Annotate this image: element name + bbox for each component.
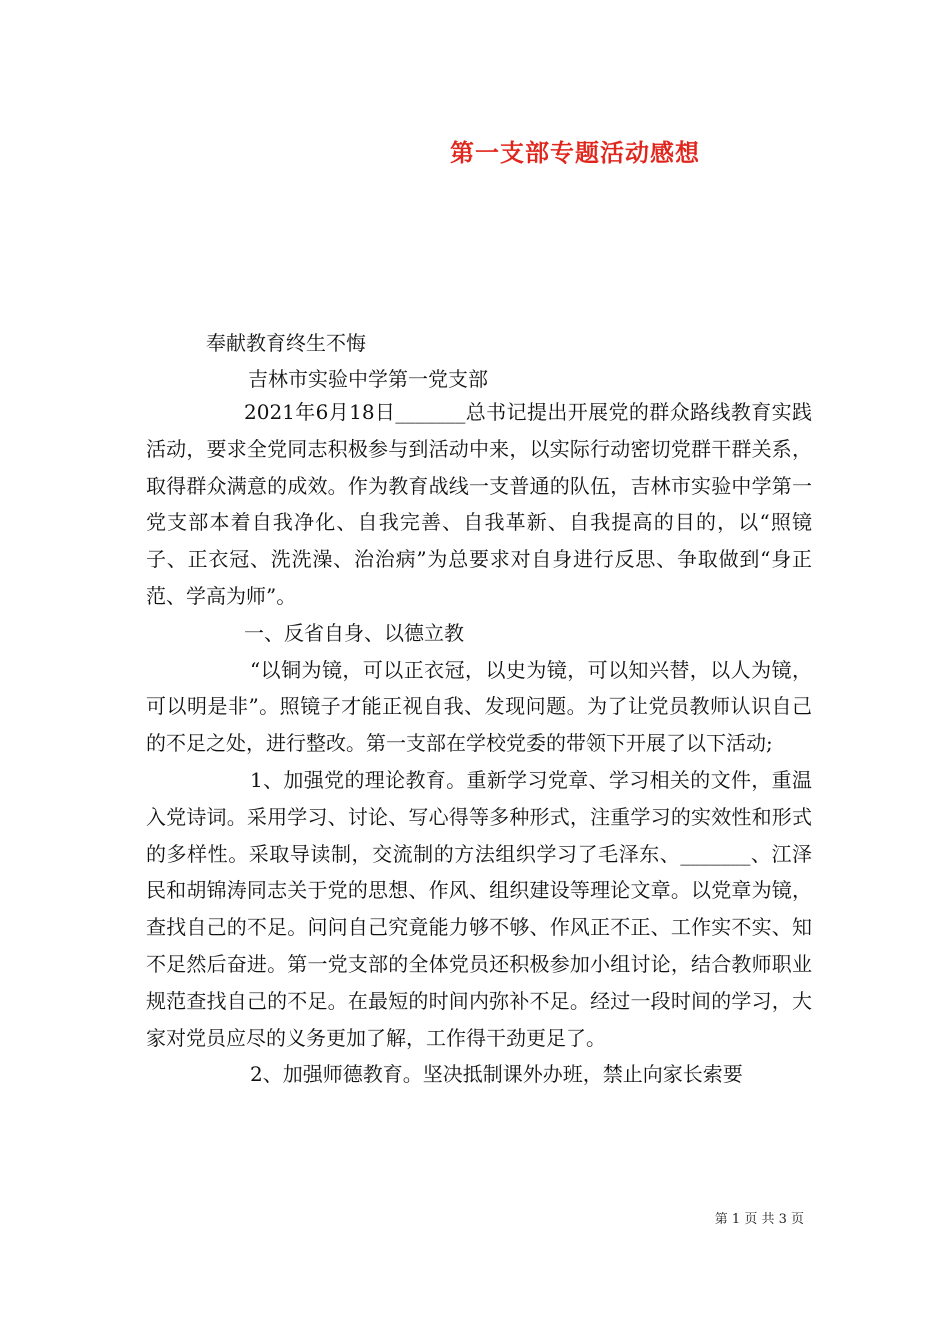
section-heading: 一、反省自身、以德立教 <box>244 620 464 645</box>
paragraph-intro: 2021年6月18日_______总书记提出开展党的群众路线教育实践活动，要求全党同志积极参与到活动中来，以实际行动密切党群干群关系，取得群众满意的成效。作为教育战线一支普通的队伍，吉林市实验中学第一党支部本着自我净化、自我完善、自我革新、自我提高的目的，以“照镜子、正衣冠、洗洗澡、治治病”为总要求对自身进行反思、争取做到“身正范、学高为师”。 <box>146 400 812 608</box>
paragraph-quote: “以铜为镜，可以正衣冠，以史为镜，可以知兴替，以人为镜，可以明是非”。照镜子才能正视自我、发现问题。为了让党员教师认识自己的不足之处，进行整改。第一支部在学校党委的带领下开展了以下活动; <box>146 657 812 756</box>
paragraph-item-2: 2、加强师德教育。坚决抵制课外办班，禁止向家长索要 <box>250 1062 743 1087</box>
document-body <box>146 394 812 1093</box>
page-title: 第一支部专题活动感想 <box>450 138 700 167</box>
document-subtitle: 奉献教育终生不悔 <box>206 331 366 355</box>
document-author: 吉林市实验中学第一党支部 <box>248 367 488 391</box>
paragraph-item-1: 1、加强党的理论教育。重新学习党章、学习相关的文件，重温入党诗词。采用学习、讨论、写心得等多种形式，注重学习的实效性和形式的多样性。采取导读制，交流制的方法组织学习了毛泽东、_______、江泽民和胡锦涛同志关于党的思想、作风、组织建设等理论文章。以党章为镜，查找自己的不足。问问自己究竟能力够不够、作风正不正、工作实不实、知不足然后奋进。第一党支部的全体党员还积极参加小组讨论，结合教师职业规范查找自己的不足。在最短的时间内弥补不足。经过一段时间的学习，大家对党员应尽的义务更加了解，工作得干劲更足了。 <box>146 767 812 1050</box>
page-footer: 第 1 页 共 3 页 <box>714 1212 804 1227</box>
